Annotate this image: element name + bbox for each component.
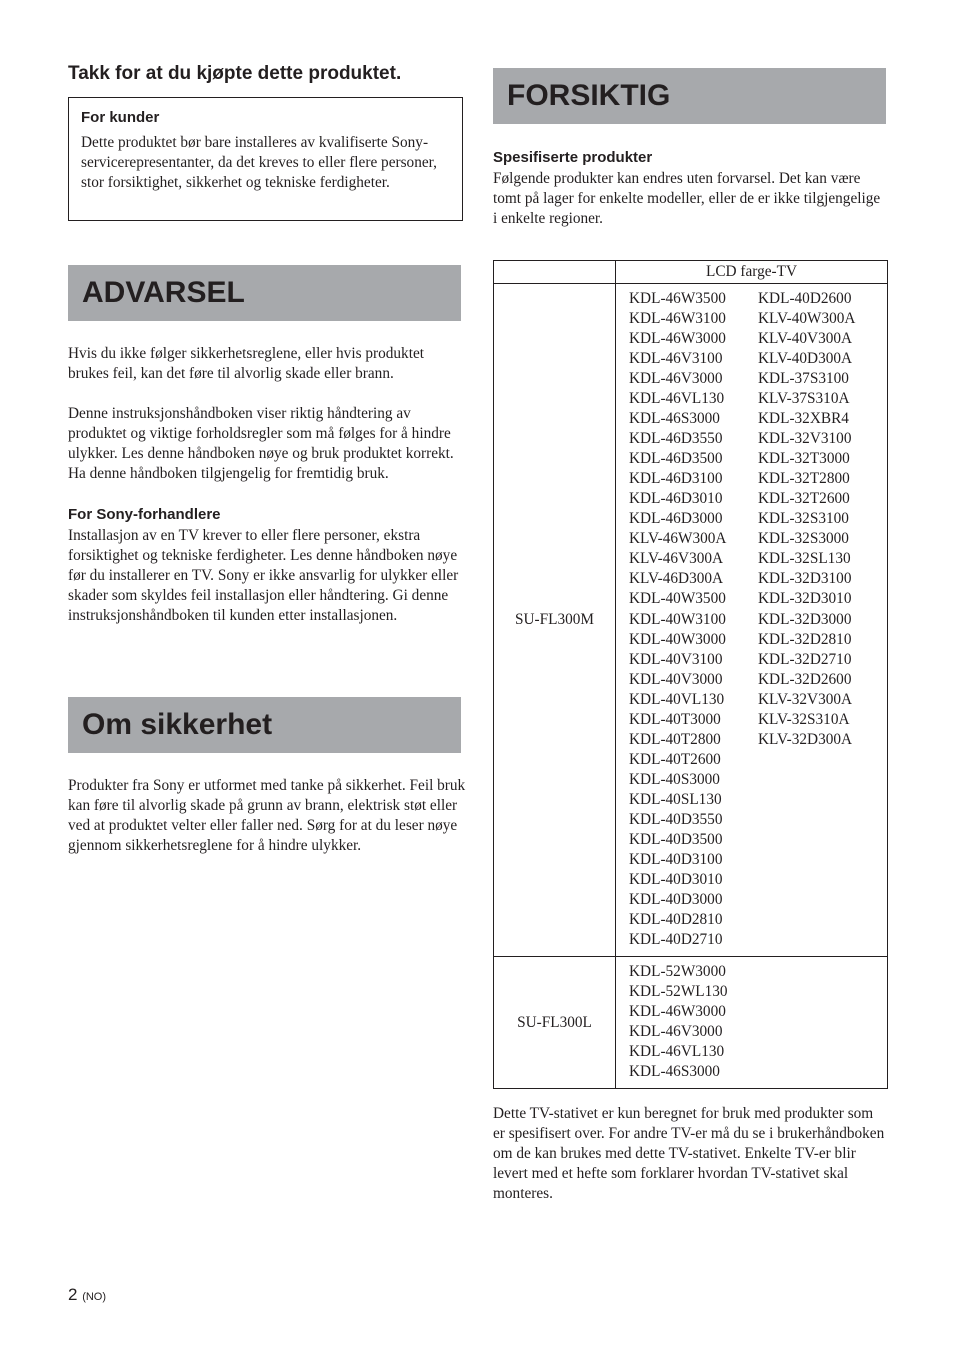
- compatible-models-table: [493, 260, 888, 1089]
- customer-notice-box: [68, 97, 463, 221]
- tv-model-item: KDL-40VL130: [629, 690, 725, 708]
- tv-model-item: KDL-46S3000: [629, 1063, 720, 1081]
- tv-model-item: KDL-32D3010: [758, 590, 852, 608]
- safety-section: [68, 776, 468, 856]
- dealer-heading: For Sony-forhandlere: [68, 505, 221, 523]
- tv-model-item: KDL-32XBR4: [758, 410, 849, 428]
- tv-model-item: KDL-46W3100: [629, 310, 726, 328]
- safety-text: Produkter fra Sony er utformet med tanke på sikkerhet. Feil bruk kan føre til alvorlig skade på grunn av brann, elektrisk støt eller ved at produktet velter eller faller ned. Sørg for at du leser nøye gjennom sikkerhetsreglene for å hindre ulykker.: [68, 777, 466, 855]
- tv-model-item: KLV-37S310A: [758, 390, 850, 408]
- tv-model-item: KDL-52W3000: [629, 963, 726, 981]
- tv-model-item: KDL-40D3500: [629, 830, 723, 848]
- tv-model-item: KDL-46D3500: [629, 450, 723, 468]
- compatible-tv-list: [616, 284, 888, 957]
- warning-paragraph-1: Hvis du ikke følger sikkerhetsreglene, eller hvis produktet brukes feil, kan det føre til alvorlig skade eller brann.: [68, 345, 424, 383]
- caution-title: FORSIKTIG: [507, 79, 671, 112]
- specified-products-text: Følgende produkter kan endres uten forvarsel. Det kan være tomt på lager for enkelte modeller, eller de er ikke tilgjengelige i enkelte regioner.: [493, 170, 881, 228]
- tv-model-item: KDL-40W3100: [629, 610, 726, 628]
- tv-model-item: KDL-37S3100: [758, 370, 849, 388]
- tv-model-item: KDL-32T2600: [758, 490, 850, 508]
- warning-title: ADVARSEL: [82, 276, 245, 309]
- tv-model-item: KDL-32SL130: [758, 550, 851, 568]
- tv-model-item: KDL-46V3000: [629, 370, 723, 388]
- tv-model-column-1: [629, 289, 758, 950]
- stand-usage-text: Dette TV-stativet er kun beregnet for bruk med produkter som er spesifisert over. For andre TV-er må du se i brukerhåndboken om de kan brukes med dette TV-stativet. Enkelte TV-er blir levert med et hefte som forklarer hvordan TV-stativet skal monteres.: [493, 1105, 885, 1203]
- tv-model-item: KDL-32D2600: [758, 670, 852, 688]
- tv-model-item: KLV-40D300A: [758, 350, 853, 368]
- tv-model-item: KLV-40V300A: [758, 330, 853, 348]
- table-header-empty: [494, 261, 616, 284]
- tv-model-item: KDL-40W3000: [629, 630, 726, 648]
- table-header-lcd: LCD farge-TV: [616, 261, 888, 284]
- caution-banner: [493, 68, 886, 124]
- compatible-tv-list: [616, 957, 888, 1089]
- tv-model-item: KDL-32V3100: [758, 430, 852, 448]
- tv-model-item: KDL-40V3100: [629, 650, 723, 668]
- table-row: [494, 284, 888, 957]
- tv-model-item: KDL-40T2800: [629, 730, 721, 748]
- tv-model-item: KDL-32D3100: [758, 570, 852, 588]
- tv-model-item: KDL-40S3000: [629, 770, 720, 788]
- tv-model-item: KDL-46S3000: [629, 410, 720, 428]
- tv-model-item: KDL-40W3500: [629, 590, 726, 608]
- safety-banner: [68, 697, 461, 753]
- warning-section: [68, 344, 468, 626]
- page-footer: [68, 1285, 106, 1305]
- tv-model-item: KDL-46D3550: [629, 430, 723, 448]
- tv-model-item: KDL-46W3500: [629, 290, 726, 307]
- tv-model-item: KDL-52WL130: [629, 983, 728, 1001]
- tv-model-item: KDL-46V3000: [629, 1023, 723, 1041]
- tv-model-item: KDL-40D3100: [629, 850, 723, 868]
- tv-model-item: KDL-32S3100: [758, 510, 849, 528]
- tv-model-column-2: [758, 962, 887, 1082]
- tv-model-item: KLV-46W300A: [629, 530, 727, 548]
- tv-model-item: KDL-46V3100: [629, 350, 723, 368]
- tv-model-item: KDL-32D2710: [758, 650, 852, 668]
- tv-model-item: KLV-32D300A: [758, 730, 853, 748]
- tv-model-item: KDL-46W3000: [629, 330, 726, 348]
- tv-model-column-2: [758, 289, 887, 950]
- tv-model-item: KDL-46D3000: [629, 510, 723, 528]
- tv-model-item: KDL-40D2810: [629, 910, 723, 928]
- safety-title: Om sikkerhet: [82, 708, 273, 741]
- tv-model-item: KDL-40D2600: [758, 290, 852, 307]
- tv-model-item: KLV-32S310A: [758, 710, 850, 728]
- tv-model-item: KDL-40D2710: [629, 931, 723, 948]
- tv-model-item: KLV-46V300A: [629, 550, 724, 568]
- tv-model-item: KDL-46W3000: [629, 1003, 726, 1021]
- tv-model-item: KDL-32D3000: [758, 610, 852, 628]
- stand-model-m: SU-FL300M: [494, 284, 616, 957]
- tv-model-item: KDL-40D3550: [629, 810, 723, 828]
- tv-model-item: KDL-40T2600: [629, 750, 721, 768]
- tv-model-item: KDL-40D3010: [629, 870, 723, 888]
- table-header-row: [494, 261, 888, 284]
- tv-model-item: KDL-46VL130: [629, 390, 725, 408]
- tv-model-item: KDL-32S3000: [758, 530, 849, 548]
- tv-model-item: KDL-32D2810: [758, 630, 852, 648]
- tv-model-item: KDL-40V3000: [629, 670, 723, 688]
- customer-notice-heading: For kunder: [81, 109, 160, 126]
- tv-model-item: KDL-40SL130: [629, 790, 722, 808]
- tv-model-item: KLV-32V300A: [758, 690, 853, 708]
- table-row: [494, 957, 888, 1089]
- tv-model-item: KDL-40D3000: [629, 890, 723, 908]
- tv-model-item: KDL-40T3000: [629, 710, 721, 728]
- tv-model-item: KLV-40W300A: [758, 310, 856, 328]
- page-number: 2: [68, 1285, 78, 1304]
- tv-model-column-1: [629, 962, 758, 1082]
- tv-model-item: KDL-46D3100: [629, 470, 723, 488]
- tv-model-item: KDL-46VL130: [629, 1043, 725, 1061]
- warning-paragraph-2: Denne instruksjonshåndboken viser riktig håndtering av produktet og viktige forholdsregler som må følges for å hindre ulykker. Les denne håndboken nøye og bruk produktet korrekt. Ha denne håndboken tilgjengelig for fremtidig bruk.: [68, 405, 454, 483]
- stand-model-l: SU-FL300L: [494, 957, 616, 1089]
- intro-title: Takk for at du kjøpte dette produktet.: [68, 63, 402, 84]
- language-code: (NO): [82, 1291, 107, 1303]
- tv-model-item: KDL-32T3000: [758, 450, 850, 468]
- stand-usage-note: [493, 1104, 888, 1204]
- dealer-text: Installasjon av en TV krever to eller flere personer, ekstra forsiktighet og tekniske ferdigheter. Les denne håndboken nøye før du installerer en TV. Sony er ikke ansvarlig for ulykker eller skader som skyldes feil installasjon eller håndtering. Gi denne instruksjonshåndboken til kunden etter installasjonen.: [68, 526, 459, 624]
- tv-model-item: KDL-46D3010: [629, 490, 723, 508]
- tv-model-item: KDL-32T2800: [758, 470, 850, 488]
- customer-notice-text: Dette produktet bør bare installeres av kvalifiserte Sony-servicerepresentanter, da det kreves to eller flere personer, stor forsiktighet, sikkerhet og tekniske ferdigheter.: [81, 134, 437, 192]
- warning-banner: [68, 265, 461, 321]
- specified-products-section: [493, 148, 888, 229]
- specified-products-heading: Spesifiserte produkter: [493, 149, 653, 166]
- tv-model-item: KLV-46D300A: [629, 570, 724, 588]
